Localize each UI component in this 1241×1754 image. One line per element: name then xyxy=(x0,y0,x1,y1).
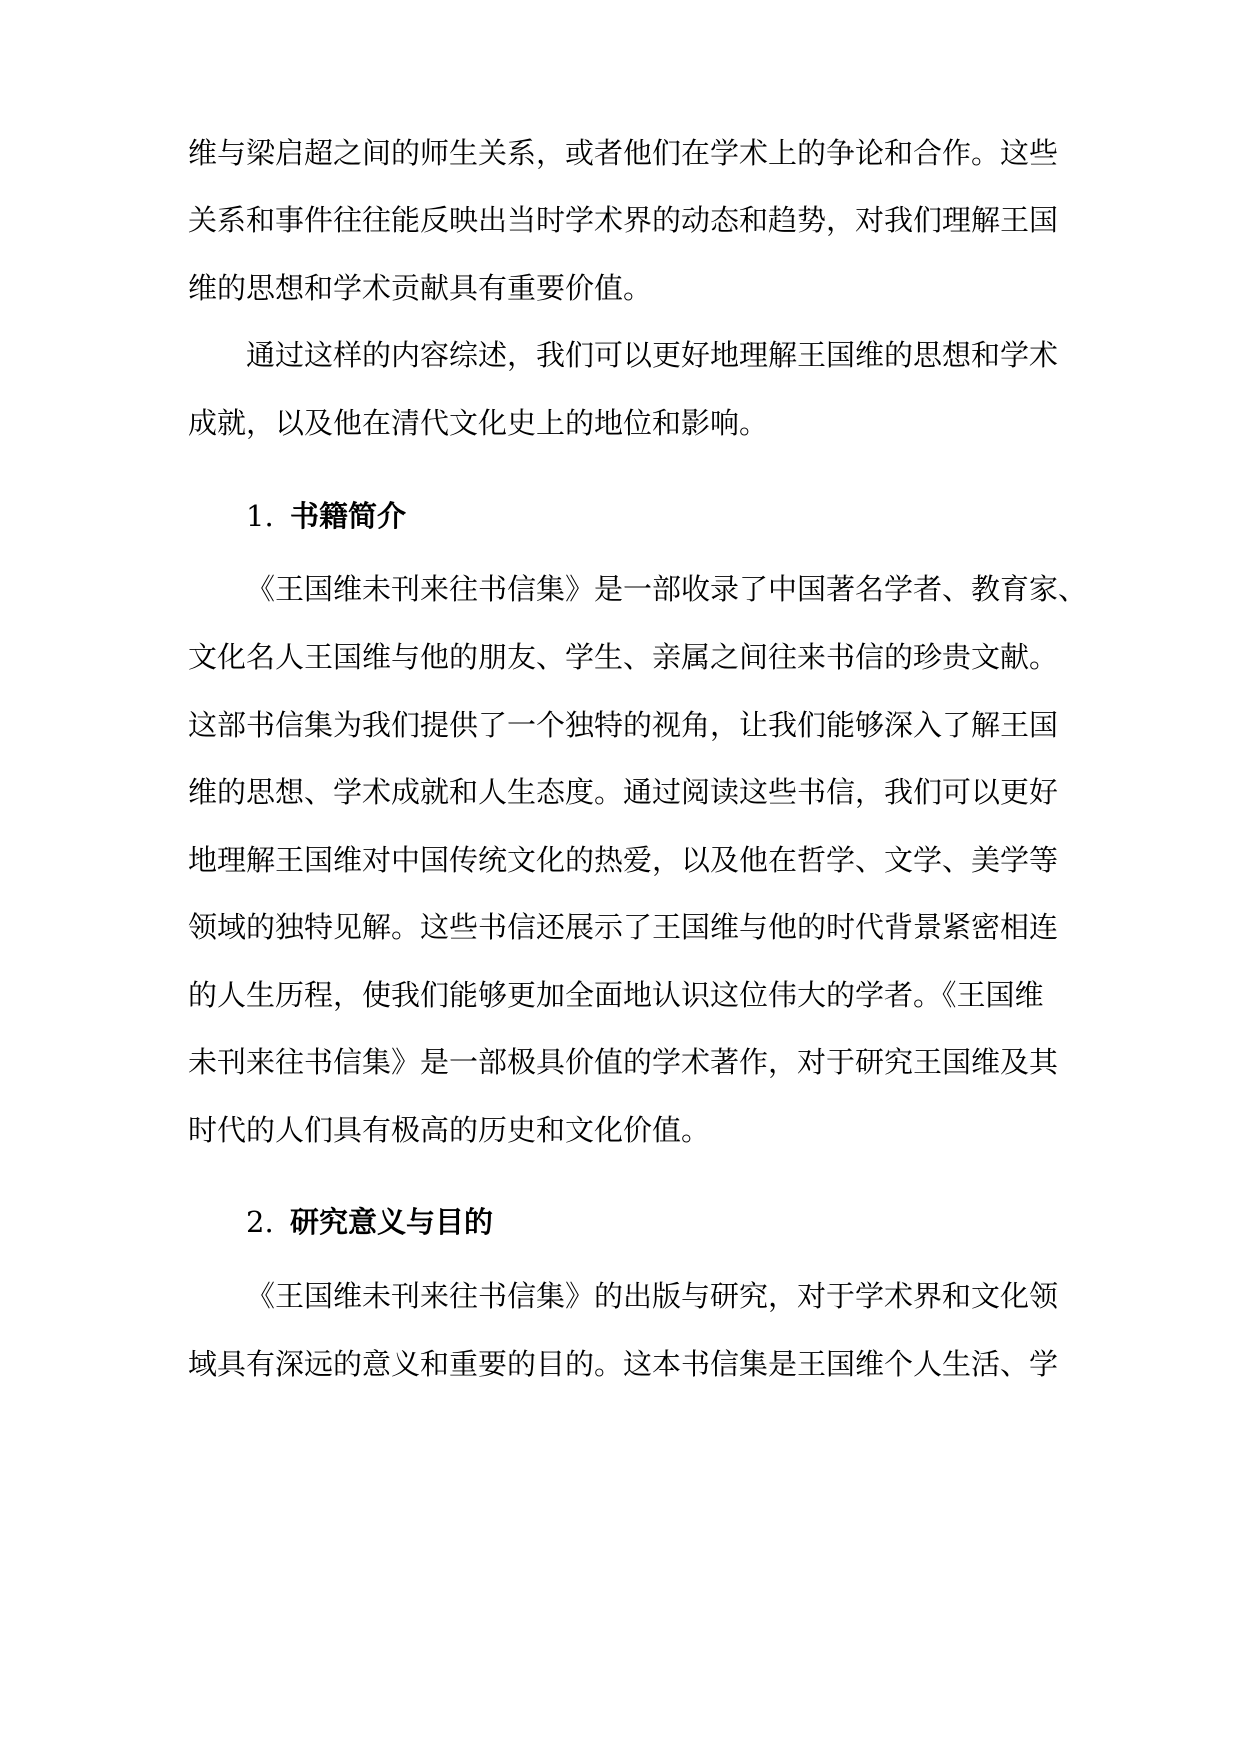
paragraph-line: 这部书信集为我们提供了一个独特的视角，让我们能够深入了解王国 xyxy=(188,708,1059,742)
paragraph-line: 时代的人们具有极高的历史和文化价值。 xyxy=(188,1113,711,1147)
paragraph-line: 未刊来往书信集》是一部极具价值的学术著作，对于研究王国维及其 xyxy=(188,1045,1059,1079)
section-number: 1. xyxy=(246,499,274,533)
paragraph-line: 维的思想和学术贡献具有重要价值。 xyxy=(188,271,653,305)
paragraph-line: 成就，以及他在清代文化史上的地位和影响。 xyxy=(188,406,769,440)
paragraph-line: 的人生历程，使我们能够更加全面地认识这位伟大的学者。《王国维 xyxy=(188,978,1044,1012)
paragraph-line: 领域的独特见解。这些书信还展示了王国维与他的时代背景紧密相连 xyxy=(188,910,1059,944)
paragraph-line: 域具有深远的意义和重要的目的。这本书信集是王国维个人生活、学 xyxy=(188,1347,1059,1381)
paragraph-line: 维的思想、学术成就和人生态度。通过阅读这些书信，我们可以更好 xyxy=(188,775,1059,809)
section-title: 研究意义与目的 xyxy=(290,1205,494,1239)
paragraph-line: 《王国维未刊来往书信集》是一部收录了中国著名学者、教育家、 xyxy=(246,572,1088,606)
paragraph-line: 通过这样的内容综述，我们可以更好地理解王国维的思想和学术 xyxy=(246,338,1059,372)
section-title: 书籍简介 xyxy=(290,499,407,533)
section-heading xyxy=(246,496,406,536)
paragraph-line: 地理解王国维对中国传统文化的热爱，以及他在哲学、文学、美学等 xyxy=(188,843,1059,877)
paragraph-line: 《王国维未刊来往书信集》的出版与研究，对于学术界和文化领 xyxy=(246,1279,1059,1313)
paragraph-line: 文化名人王国维与他的朋友、学生、亲属之间往来书信的珍贵文献。 xyxy=(188,640,1059,674)
paragraph-line: 关系和事件往往能反映出当时学术界的动态和趋势，对我们理解王国 xyxy=(188,203,1059,237)
paragraph-line: 维与梁启超之间的师生关系，或者他们在学术上的争论和合作。这些 xyxy=(188,136,1059,170)
section-heading xyxy=(246,1202,493,1242)
section-number: 2. xyxy=(246,1205,274,1239)
